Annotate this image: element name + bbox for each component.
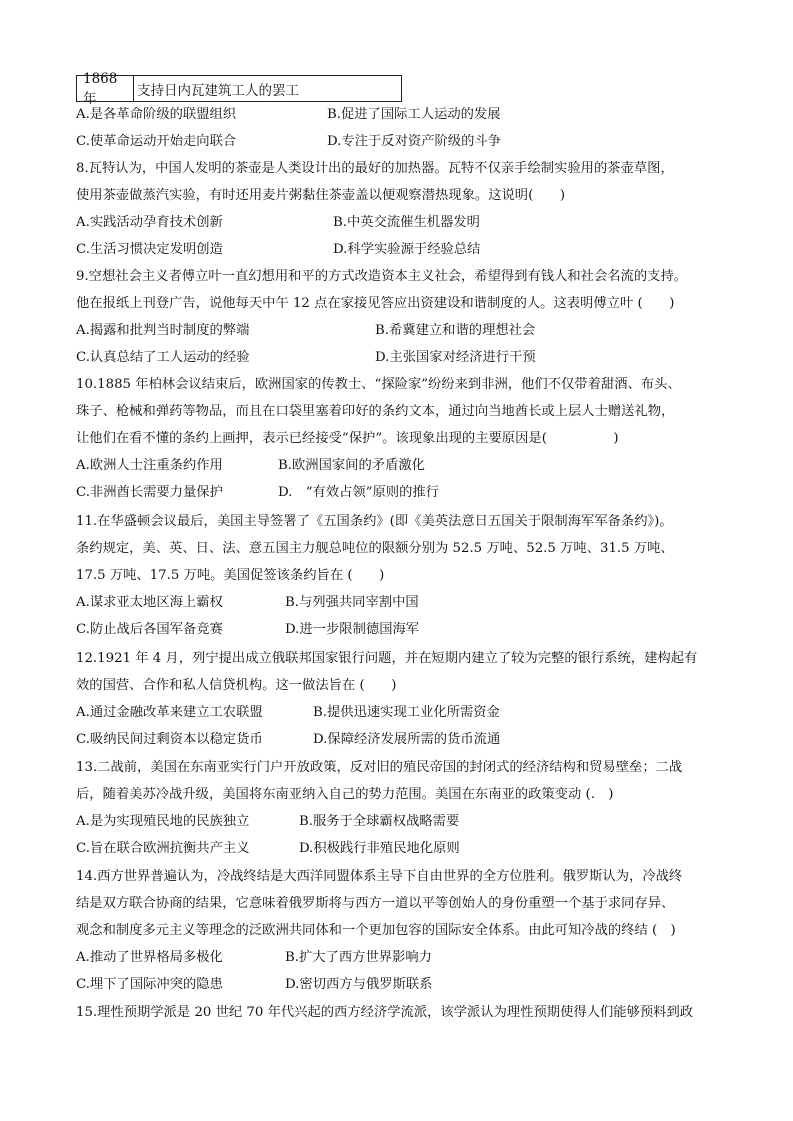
table-event-cell: 支持日内瓦建筑工人的罢工 xyxy=(137,82,299,99)
q9-stem-line-1: 9.空想社会主义者傅立叶一直幻想用和平的方式改造资本主义社会，希望得到有钱人和社会名流的支持。 xyxy=(76,269,688,284)
q7-option-d: D.专注于反对资产阶级的斗争 xyxy=(327,134,501,149)
q9-option-b: B.希冀建立和谐的理想社会 xyxy=(375,323,536,338)
q10-option-a: A.欧洲人士注重条约作用 xyxy=(76,458,223,473)
q12-option-a: A.通过金融改革来建立工农联盟 xyxy=(76,705,263,720)
q13-option-d: D.积极践行非殖民地化原则 xyxy=(299,841,460,856)
q8-option-a: A.实践活动孕育技术创新 xyxy=(76,215,223,230)
q10-option-b: B.欧洲国家间的矛盾激化 xyxy=(278,458,425,473)
q11-option-d: D.进一步限制德国海军 xyxy=(285,622,420,637)
q11-option-b: B.与列强共同宰割中国 xyxy=(285,595,419,610)
table-year-cell: 1868 年 xyxy=(77,76,134,101)
q10-stem-line-3: 让他们在看不懂的条约上画押，表示已经接受“保护”。该现象出现的主要原因是( ) xyxy=(76,431,619,446)
event-table xyxy=(76,70,402,107)
q13-option-c: C.旨在联合欧洲抗衡共产主义 xyxy=(76,841,250,856)
q14-stem-line-1: 14.西方世界普遍认为，冷战终结是大西洋同盟体系主导下自由世界的全方位胜利。俄罗斯认为，冷战终 xyxy=(76,869,683,884)
q9-option-a: A.揭露和批判当时制度的弊端 xyxy=(76,323,250,338)
q14-option-b: B.扩大了西方世界影响力 xyxy=(285,950,432,965)
q14-stem-line-2: 结是双方联合协商的结果，它意味着俄罗斯将与西方一道以平等创始人的身份重塑一个基于求同存异、 xyxy=(76,896,675,911)
q12-stem-line-2: 效的国营、合作和私人信贷机构。这一做法旨在 ( ) xyxy=(76,678,397,693)
q8-option-b: B.中英交流催生机器发明 xyxy=(333,215,480,230)
q13-stem-line-2: 后，随着美苏冷战升级，美国将东南亚纳入自己的势力范围。美国在东南亚的政策变动 (. ) xyxy=(76,787,614,802)
q8-stem-line-1: 8.瓦特认为，中国人发明的茶壶是人类设计出的最好的加热器。瓦特不仅亲手绘制实验用的茶壶草图， xyxy=(76,161,674,176)
q14-option-d: D.密切西方与俄罗斯联系 xyxy=(285,977,433,992)
q11-option-c: C.防止战后各国军备竞赛 xyxy=(76,622,223,637)
q9-option-c: C.认真总结了工人运动的经验 xyxy=(76,350,250,365)
q13-stem-line-1: 13.二战前，美国在东南亚实行门户开放政策，反对旧的殖民帝国的封闭式的经济结构和贸易壁垒；二战 xyxy=(76,760,683,775)
q7-option-b: B.促进了国际工人运动的发展 xyxy=(327,107,501,122)
q10-stem-line-2: 珠子、枪械和弹药等物品，而且在口袋里塞着印好的条约文本，通过向当地酋长或上层人士赠送礼物， xyxy=(76,404,675,419)
q11-stem-line-1: 11.在华盛顿会议最后，美国主导签署了《五国条约》(即《美英法意日五国关于限制海军军备条约》)。 xyxy=(76,514,673,529)
q14-stem-line-3: 观念和制度多元主义等理念的泛欧洲共同体和一个更加包容的国际安全体系。由此可知冷战的终结 ( ) xyxy=(76,923,676,938)
q9-stem-line-2: 他在报纸上刊登广告，说他每天中午 12 点在家接见答应出资建设和谐制度的人。这表明傅立叶 ( ) xyxy=(76,296,675,311)
q11-stem-line-3: 17.5 万吨、17.5 万吨。美国促签该条约旨在 ( ) xyxy=(76,568,385,583)
q8-option-d: D.科学实验源于经验总结 xyxy=(333,242,481,257)
q8-stem-line-2: 使用茶壶做蒸汽实验，有时还用麦片粥黏住茶壶盖以便观察潜热现象。这说明( ) xyxy=(76,188,566,203)
q9-option-d: D.主张国家对经济进行干预 xyxy=(375,350,536,365)
q11-stem-line-2: 条约规定，美、英、日、法、意五国主力舰总吨位的限额分别为 52.5 万吨、52.5 万吨、31.5 万吨、 xyxy=(76,541,674,556)
q11-option-a: A.谋求亚太地区海上霸权 xyxy=(76,595,223,610)
q12-stem-line-1: 12.1921 年 4 月，列宁提出成立俄联邦国家银行问题，并在短期内建立了较为完整的银行系统，建构起有 xyxy=(76,651,698,666)
q15-stem-line-1: 15.理性预期学派是 20 世纪 70 年代兴起的西方经济学流派，该学派认为理性预期使得人们能够预料到政 xyxy=(76,1005,694,1020)
q14-option-a: A.推动了世界格局多极化 xyxy=(76,950,223,965)
q7-option-a: A.是各革命阶级的联盟组织 xyxy=(76,107,237,122)
q10-option-c: C.非洲酋长需要力量保护 xyxy=(76,485,223,500)
q12-option-d: D.保障经济发展所需的货币流通 xyxy=(313,732,501,747)
q8-option-c: C.生活习惯决定发明创造 xyxy=(76,242,223,257)
q10-option-d: D. “有效占领”原则的推行 xyxy=(278,485,439,500)
q7-option-c: C.使革命运动开始走向联合 xyxy=(76,134,237,149)
q14-option-c: C.埋下了国际冲突的隐患 xyxy=(76,977,223,992)
q12-option-c: C.吸纳民间过剩资本以稳定货币 xyxy=(76,732,263,747)
q12-option-b: B.提供迅速实现工业化所需资金 xyxy=(313,705,500,720)
q10-stem-line-1: 10.1885 年柏林会议结束后，欧洲国家的传教士、“探险家”纷纷来到非洲，他们不仅带着甜酒、布头、 xyxy=(76,377,681,392)
q13-option-b: B.服务于全球霸权战略需要 xyxy=(299,814,460,829)
q13-option-a: A.是为实现殖民地的民族独立 xyxy=(76,814,250,829)
